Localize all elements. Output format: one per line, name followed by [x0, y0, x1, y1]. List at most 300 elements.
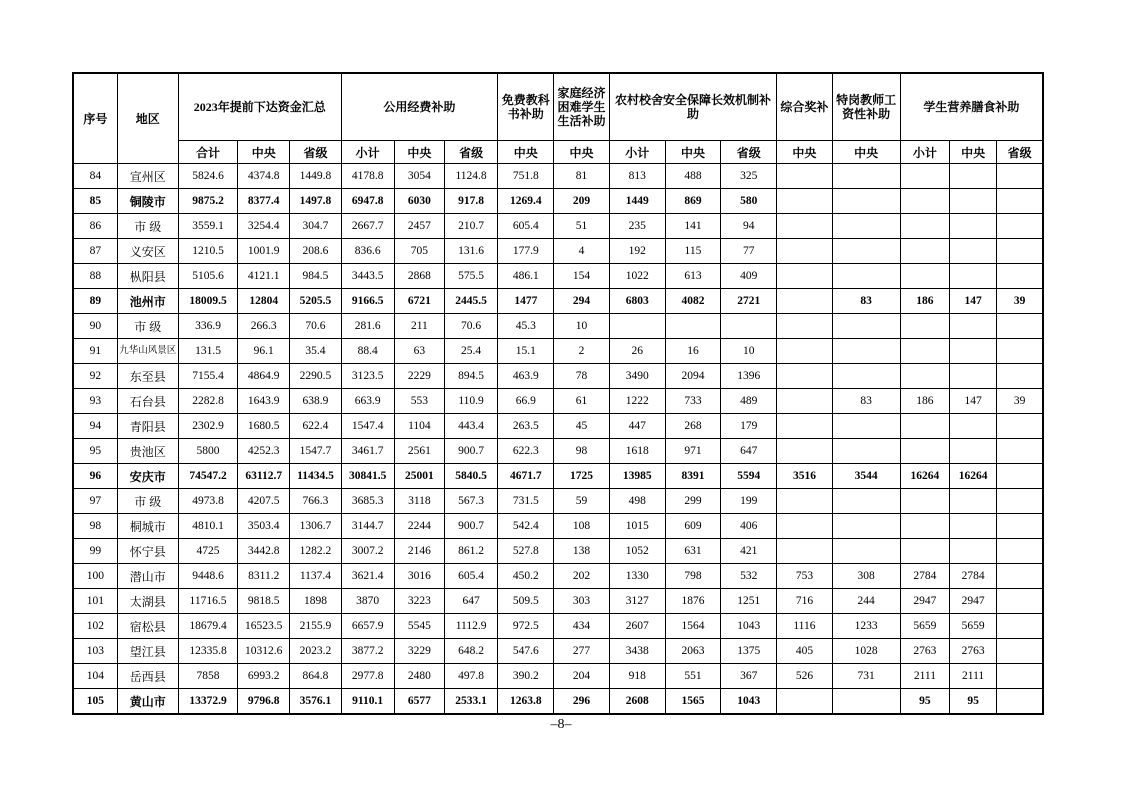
region-cell: 市 级 — [117, 314, 178, 339]
value-cell: 39 — [997, 389, 1043, 414]
value-cell: 4671.7 — [498, 464, 554, 489]
value-cell — [997, 614, 1043, 639]
seq-cell: 99 — [73, 539, 117, 564]
value-cell: 9796.8 — [238, 689, 290, 715]
sub-header-cell: 小计 — [900, 141, 949, 164]
value-cell: 1263.8 — [498, 689, 554, 715]
value-cell — [777, 214, 832, 239]
value-cell: 3127 — [609, 589, 665, 614]
value-cell: 202 — [554, 564, 609, 589]
region-cell: 怀宁县 — [117, 539, 178, 564]
value-cell: 211 — [394, 314, 444, 339]
region-cell: 九华山风景区 — [117, 339, 178, 364]
value-cell: 209 — [554, 189, 609, 214]
value-cell — [997, 314, 1043, 339]
value-cell: 2763 — [950, 639, 997, 664]
value-cell: 325 — [721, 164, 777, 189]
value-cell: 1547.7 — [290, 439, 341, 464]
value-cell: 1233 — [832, 614, 900, 639]
value-cell: 2094 — [665, 364, 720, 389]
value-cell — [777, 314, 832, 339]
value-cell: 2947 — [900, 589, 949, 614]
region-cell: 安庆市 — [117, 464, 178, 489]
table-row — [73, 164, 1043, 189]
value-cell: 63 — [394, 339, 444, 364]
value-cell: 900.7 — [444, 439, 497, 464]
value-cell: 551 — [665, 664, 720, 689]
sub-header-cell: 小计 — [341, 141, 394, 164]
value-cell: 2561 — [394, 439, 444, 464]
seq-cell: 88 — [73, 264, 117, 289]
value-cell: 16264 — [900, 464, 949, 489]
value-cell: 488 — [665, 164, 720, 189]
table-row — [73, 614, 1043, 639]
value-cell: 3490 — [609, 364, 665, 389]
value-cell: 299 — [665, 489, 720, 514]
value-cell: 6030 — [394, 189, 444, 214]
value-cell: 131.6 — [444, 239, 497, 264]
value-cell — [997, 589, 1043, 614]
value-cell: 1210.5 — [178, 239, 237, 264]
value-cell: 1477 — [498, 289, 554, 314]
region-cell: 市 级 — [117, 489, 178, 514]
value-cell — [665, 314, 720, 339]
value-cell: 663.9 — [341, 389, 394, 414]
value-cell: 2290.5 — [290, 364, 341, 389]
value-cell — [832, 539, 900, 564]
value-cell: 731.5 — [498, 489, 554, 514]
sub-header-cell: 中央 — [832, 141, 900, 164]
value-cell — [950, 164, 997, 189]
value-cell — [997, 639, 1043, 664]
value-cell: 1306.7 — [290, 514, 341, 539]
value-cell: 4374.8 — [238, 164, 290, 189]
value-cell: 186 — [900, 389, 949, 414]
value-cell: 4725 — [178, 539, 237, 564]
region-cell: 枞阳县 — [117, 264, 178, 289]
value-cell: 177.9 — [498, 239, 554, 264]
value-cell: 3442.8 — [238, 539, 290, 564]
value-cell: 2244 — [394, 514, 444, 539]
value-cell: 3516 — [777, 464, 832, 489]
header-teacher-salary-group: 特岗教师工资性补助 — [832, 73, 900, 141]
seq-cell: 92 — [73, 364, 117, 389]
table-body — [73, 164, 1043, 715]
value-cell: 2608 — [609, 689, 665, 715]
value-cell: 622.3 — [498, 439, 554, 464]
value-cell: 532 — [721, 564, 777, 589]
value-cell: 1001.9 — [238, 239, 290, 264]
value-cell: 18009.5 — [178, 289, 237, 314]
value-cell: 972.5 — [498, 614, 554, 639]
value-cell: 409 — [721, 264, 777, 289]
table-row — [73, 314, 1043, 339]
value-cell — [950, 214, 997, 239]
value-cell: 861.2 — [444, 539, 497, 564]
value-cell — [777, 189, 832, 214]
seq-cell: 104 — [73, 664, 117, 689]
value-cell — [997, 464, 1043, 489]
value-cell: 509.5 — [498, 589, 554, 614]
value-cell: 4864.9 — [238, 364, 290, 389]
value-cell: 2977.8 — [341, 664, 394, 689]
value-cell: 10312.6 — [238, 639, 290, 664]
sub-header-cell: 省级 — [444, 141, 497, 164]
value-cell: 498 — [609, 489, 665, 514]
value-cell — [950, 364, 997, 389]
value-cell: 753 — [777, 564, 832, 589]
value-cell: 434 — [554, 614, 609, 639]
value-cell: 526 — [777, 664, 832, 689]
value-cell — [777, 414, 832, 439]
value-cell: 1497.8 — [290, 189, 341, 214]
value-cell: 81 — [554, 164, 609, 189]
value-cell: 8391 — [665, 464, 720, 489]
value-cell — [950, 264, 997, 289]
value-cell: 836.6 — [341, 239, 394, 264]
sub-header-cell: 中央 — [665, 141, 720, 164]
value-cell: 1282.2 — [290, 539, 341, 564]
seq-cell: 89 — [73, 289, 117, 314]
region-cell: 桐城市 — [117, 514, 178, 539]
value-cell — [832, 689, 900, 715]
value-cell: 450.2 — [498, 564, 554, 589]
value-cell: 894.5 — [444, 364, 497, 389]
value-cell: 5545 — [394, 614, 444, 639]
value-cell: 609 — [665, 514, 720, 539]
region-cell: 石台县 — [117, 389, 178, 414]
value-cell: 2111 — [900, 664, 949, 689]
value-cell: 263.5 — [498, 414, 554, 439]
value-cell: 1043 — [721, 614, 777, 639]
value-cell: 1330 — [609, 564, 665, 589]
value-cell: 3461.7 — [341, 439, 394, 464]
sub-header-cell: 中央 — [238, 141, 290, 164]
region-cell: 铜陵市 — [117, 189, 178, 214]
value-cell: 3254.4 — [238, 214, 290, 239]
region-cell: 望江县 — [117, 639, 178, 664]
header-seq: 序号 — [73, 73, 117, 164]
value-cell: 1222 — [609, 389, 665, 414]
seq-cell: 91 — [73, 339, 117, 364]
value-cell — [900, 339, 949, 364]
value-cell — [997, 539, 1043, 564]
value-cell: 35.4 — [290, 339, 341, 364]
value-cell: 277 — [554, 639, 609, 664]
value-cell: 18679.4 — [178, 614, 237, 639]
value-cell: 2063 — [665, 639, 720, 664]
value-cell — [997, 664, 1043, 689]
value-cell: 147 — [950, 389, 997, 414]
region-cell: 宣州区 — [117, 164, 178, 189]
value-cell: 4810.1 — [178, 514, 237, 539]
value-cell: 2457 — [394, 214, 444, 239]
value-cell: 486.1 — [498, 264, 554, 289]
value-cell: 497.8 — [444, 664, 497, 689]
value-cell: 9110.1 — [341, 689, 394, 715]
value-cell: 147 — [950, 289, 997, 314]
region-cell: 义安区 — [117, 239, 178, 264]
value-cell: 281.6 — [341, 314, 394, 339]
value-cell: 208.6 — [290, 239, 341, 264]
value-cell: 1043 — [721, 689, 777, 715]
value-cell: 3621.4 — [341, 564, 394, 589]
seq-cell: 101 — [73, 589, 117, 614]
value-cell: 8311.2 — [238, 564, 290, 589]
value-cell: 6657.9 — [341, 614, 394, 639]
value-cell: 235 — [609, 214, 665, 239]
header-safety-mechanism-group: 农村校舍安全保障长效机制补助 — [609, 73, 777, 141]
value-cell: 2784 — [900, 564, 949, 589]
value-cell — [832, 314, 900, 339]
value-cell: 405 — [777, 639, 832, 664]
header-meal-subsidy-group: 学生营养膳食补助 — [900, 73, 1043, 141]
table-row — [73, 539, 1043, 564]
region-cell: 太湖县 — [117, 589, 178, 614]
sub-header-cell: 中央 — [950, 141, 997, 164]
seq-cell: 87 — [73, 239, 117, 264]
value-cell — [777, 514, 832, 539]
value-cell: 5594 — [721, 464, 777, 489]
value-cell: 7858 — [178, 664, 237, 689]
seq-cell: 94 — [73, 414, 117, 439]
value-cell: 3229 — [394, 639, 444, 664]
value-cell — [900, 539, 949, 564]
seq-cell: 95 — [73, 439, 117, 464]
value-cell: 16264 — [950, 464, 997, 489]
value-cell: 2721 — [721, 289, 777, 314]
value-cell: 1137.4 — [290, 564, 341, 589]
value-cell — [832, 414, 900, 439]
value-cell: 3007.2 — [341, 539, 394, 564]
value-cell: 179 — [721, 414, 777, 439]
value-cell — [997, 689, 1043, 715]
value-cell: 547.6 — [498, 639, 554, 664]
table-row — [73, 439, 1043, 464]
value-cell — [900, 314, 949, 339]
value-cell — [832, 189, 900, 214]
value-cell: 13372.9 — [178, 689, 237, 715]
value-cell — [777, 364, 832, 389]
value-cell: 1643.9 — [238, 389, 290, 414]
value-cell: 900.7 — [444, 514, 497, 539]
value-cell — [900, 264, 949, 289]
value-cell — [950, 514, 997, 539]
sub-header-cell: 合计 — [178, 141, 237, 164]
value-cell — [997, 239, 1043, 264]
value-cell — [832, 439, 900, 464]
value-cell: 95 — [900, 689, 949, 715]
value-cell — [997, 189, 1043, 214]
sub-header-cell: 省级 — [997, 141, 1043, 164]
value-cell: 731 — [832, 664, 900, 689]
seq-cell: 102 — [73, 614, 117, 639]
value-cell: 5105.6 — [178, 264, 237, 289]
value-cell: 186 — [900, 289, 949, 314]
value-cell: 26 — [609, 339, 665, 364]
value-cell: 1898 — [290, 589, 341, 614]
value-cell: 2947 — [950, 589, 997, 614]
value-cell: 4207.5 — [238, 489, 290, 514]
table-row — [73, 289, 1043, 314]
value-cell — [777, 239, 832, 264]
value-cell: 141 — [665, 214, 720, 239]
seq-cell: 86 — [73, 214, 117, 239]
value-cell: 95 — [950, 689, 997, 715]
region-cell: 岳西县 — [117, 664, 178, 689]
value-cell: 631 — [665, 539, 720, 564]
value-cell: 9448.6 — [178, 564, 237, 589]
value-cell — [950, 189, 997, 214]
value-cell: 367 — [721, 664, 777, 689]
value-cell: 1028 — [832, 639, 900, 664]
value-cell — [832, 214, 900, 239]
region-cell: 池州市 — [117, 289, 178, 314]
value-cell: 16523.5 — [238, 614, 290, 639]
sub-header-cell: 中央 — [394, 141, 444, 164]
value-cell: 5659 — [950, 614, 997, 639]
value-cell: 294 — [554, 289, 609, 314]
value-cell: 1396 — [721, 364, 777, 389]
value-cell — [950, 439, 997, 464]
value-cell: 647 — [721, 439, 777, 464]
value-cell: 1124.8 — [444, 164, 497, 189]
value-cell: 1725 — [554, 464, 609, 489]
value-cell: 6721 — [394, 289, 444, 314]
region-cell: 东至县 — [117, 364, 178, 389]
value-cell: 917.8 — [444, 189, 497, 214]
seq-cell: 97 — [73, 489, 117, 514]
header-total-group: 2023年提前下达资金汇总 — [178, 73, 341, 141]
value-cell: 10 — [554, 314, 609, 339]
value-cell — [609, 314, 665, 339]
value-cell: 9818.5 — [238, 589, 290, 614]
value-cell: 83 — [832, 389, 900, 414]
value-cell: 2763 — [900, 639, 949, 664]
value-cell — [777, 439, 832, 464]
value-cell: 4252.3 — [238, 439, 290, 464]
value-cell: 2784 — [950, 564, 997, 589]
value-cell: 138 — [554, 539, 609, 564]
table-row — [73, 339, 1043, 364]
value-cell: 199 — [721, 489, 777, 514]
value-cell: 3016 — [394, 564, 444, 589]
table-row — [73, 514, 1043, 539]
table-row — [73, 189, 1043, 214]
value-cell: 4 — [554, 239, 609, 264]
value-cell — [997, 214, 1043, 239]
value-cell — [777, 389, 832, 414]
value-cell — [777, 164, 832, 189]
value-cell — [900, 489, 949, 514]
value-cell — [950, 489, 997, 514]
value-cell: 1547.4 — [341, 414, 394, 439]
value-cell: 83 — [832, 289, 900, 314]
value-cell: 2146 — [394, 539, 444, 564]
header-region: 地区 — [117, 73, 178, 164]
value-cell: 11716.5 — [178, 589, 237, 614]
value-cell: 5800 — [178, 439, 237, 464]
value-cell: 3144.7 — [341, 514, 394, 539]
value-cell: 971 — [665, 439, 720, 464]
value-cell: 192 — [609, 239, 665, 264]
value-cell: 3054 — [394, 164, 444, 189]
value-cell: 864.8 — [290, 664, 341, 689]
value-cell: 13985 — [609, 464, 665, 489]
value-cell: 984.5 — [290, 264, 341, 289]
value-cell — [777, 289, 832, 314]
value-cell — [900, 514, 949, 539]
value-cell: 1116 — [777, 614, 832, 639]
value-cell: 2445.5 — [444, 289, 497, 314]
value-cell: 2667.7 — [341, 214, 394, 239]
value-cell: 605.4 — [498, 214, 554, 239]
table-row — [73, 364, 1043, 389]
value-cell — [997, 339, 1043, 364]
value-cell: 869 — [665, 189, 720, 214]
value-cell: 3544 — [832, 464, 900, 489]
seq-cell: 90 — [73, 314, 117, 339]
value-cell: 78 — [554, 364, 609, 389]
value-cell: 244 — [832, 589, 900, 614]
value-cell: 605.4 — [444, 564, 497, 589]
value-cell — [900, 414, 949, 439]
value-cell: 443.4 — [444, 414, 497, 439]
value-cell — [832, 239, 900, 264]
value-cell: 4178.8 — [341, 164, 394, 189]
value-cell: 108 — [554, 514, 609, 539]
value-cell: 489 — [721, 389, 777, 414]
value-cell: 1618 — [609, 439, 665, 464]
value-cell: 638.9 — [290, 389, 341, 414]
value-cell: 88.4 — [341, 339, 394, 364]
value-cell: 3438 — [609, 639, 665, 664]
value-cell: 3223 — [394, 589, 444, 614]
value-cell: 2 — [554, 339, 609, 364]
value-cell — [997, 164, 1043, 189]
value-cell — [997, 439, 1043, 464]
value-cell: 733 — [665, 389, 720, 414]
value-cell: 1269.4 — [498, 189, 554, 214]
value-cell — [900, 439, 949, 464]
value-cell: 66.9 — [498, 389, 554, 414]
value-cell — [832, 339, 900, 364]
value-cell: 96.1 — [238, 339, 290, 364]
value-cell — [777, 264, 832, 289]
value-cell: 1449 — [609, 189, 665, 214]
value-cell — [721, 314, 777, 339]
value-cell — [832, 164, 900, 189]
value-cell — [777, 539, 832, 564]
header-textbook-group: 免费教科书补助 — [498, 73, 554, 141]
value-cell — [832, 489, 900, 514]
table-row — [73, 689, 1043, 715]
value-cell: 2480 — [394, 664, 444, 689]
value-cell: 45.3 — [498, 314, 554, 339]
value-cell: 30841.5 — [341, 464, 394, 489]
value-cell: 6577 — [394, 689, 444, 715]
table-row — [73, 239, 1043, 264]
seq-cell: 98 — [73, 514, 117, 539]
value-cell: 1015 — [609, 514, 665, 539]
value-cell: 1104 — [394, 414, 444, 439]
region-cell: 黄山市 — [117, 689, 178, 715]
value-cell: 110.9 — [444, 389, 497, 414]
value-cell: 580 — [721, 189, 777, 214]
value-cell: 8377.4 — [238, 189, 290, 214]
value-cell: 5659 — [900, 614, 949, 639]
value-cell: 204 — [554, 664, 609, 689]
